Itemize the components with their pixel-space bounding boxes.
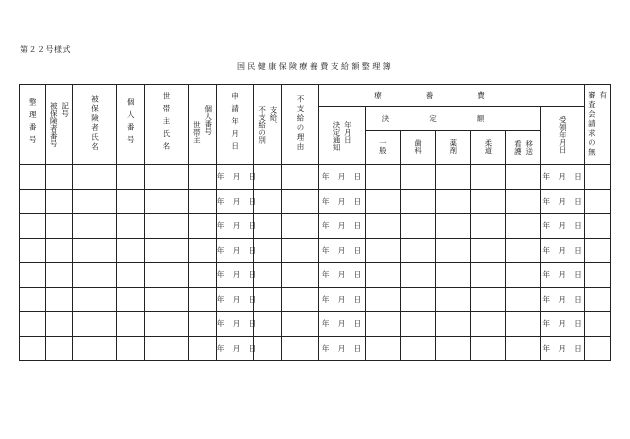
entry-cell[interactable] [506, 238, 541, 263]
entry-cell[interactable] [20, 165, 46, 190]
date-cell[interactable] [541, 287, 584, 312]
header-iso-kango: 移送 看護 [506, 131, 541, 165]
entry-cell[interactable] [20, 214, 46, 239]
entry-cell[interactable] [282, 336, 319, 361]
entry-cell[interactable] [188, 312, 216, 337]
entry-cell[interactable] [46, 336, 73, 361]
entry-cell[interactable] [471, 165, 506, 190]
entry-cell[interactable] [506, 214, 541, 239]
header-hihokensha-shimei: 被保険者氏名 [73, 85, 117, 165]
header-shika: 歯科 [400, 131, 435, 165]
table-row [20, 287, 611, 312]
date-cell[interactable] [541, 189, 584, 214]
table-row [20, 189, 611, 214]
entry-cell[interactable] [471, 287, 506, 312]
date-placeholder: 年 月 日 [321, 172, 363, 182]
date-cell[interactable] [541, 238, 584, 263]
entry-cell[interactable] [188, 214, 216, 239]
entry-cell[interactable] [282, 238, 319, 263]
entry-cell[interactable] [506, 165, 541, 190]
date-cell[interactable] [216, 189, 258, 214]
date-cell[interactable] [216, 336, 258, 361]
header-row-1 [20, 85, 611, 107]
table-row [20, 165, 611, 190]
table-row [20, 336, 611, 361]
entry-cell[interactable] [471, 263, 506, 288]
date-placeholder: 年 月 日 [321, 270, 363, 280]
entry-cell[interactable] [144, 214, 188, 239]
entry-cell[interactable] [117, 189, 144, 214]
entry-cell[interactable] [46, 165, 73, 190]
entry-cell[interactable] [254, 336, 282, 361]
header-judo: 柔道 [471, 131, 506, 165]
entry-cell[interactable] [188, 238, 216, 263]
header-kigo-bango: 記号 被保険者番号 [46, 85, 73, 165]
entry-cell[interactable] [254, 189, 282, 214]
entry-cell[interactable] [46, 312, 73, 337]
entry-cell[interactable] [188, 189, 216, 214]
entry-cell[interactable] [471, 312, 506, 337]
table-row [20, 312, 611, 337]
date-placeholder: 年 月 日 [216, 270, 258, 280]
date-cell[interactable] [319, 214, 365, 239]
entry-cell[interactable] [365, 263, 400, 288]
entry-cell[interactable] [73, 214, 117, 239]
header-shinsei-nengappi: 申請年月日 [216, 85, 253, 165]
entry-cell[interactable] [365, 336, 400, 361]
header-kettei-gaku: 決定額 [365, 107, 541, 131]
date-cell[interactable] [541, 214, 584, 239]
date-placeholder: 年 月 日 [321, 245, 363, 255]
date-placeholder: 年 月 日 [216, 294, 258, 304]
entry-cell[interactable] [117, 312, 144, 337]
date-cell[interactable] [541, 312, 584, 337]
date-placeholder: 年 月 日 [216, 221, 258, 231]
entry-cell[interactable] [282, 214, 319, 239]
date-placeholder: 年 月 日 [321, 319, 363, 329]
entry-cell[interactable] [435, 263, 470, 288]
date-placeholder: 年 月 日 [216, 196, 258, 206]
date-cell[interactable] [541, 165, 584, 190]
date-cell[interactable] [216, 312, 258, 337]
entry-cell[interactable] [20, 189, 46, 214]
ledger-table [19, 84, 611, 361]
entry-cell[interactable] [73, 312, 117, 337]
entry-cell[interactable] [254, 287, 282, 312]
entry-cell[interactable] [73, 165, 117, 190]
date-placeholder: 年 月 日 [216, 172, 258, 182]
date-placeholder: 年 月 日 [216, 319, 258, 329]
header-fushikyu-riyu: 不支給の理由 [282, 85, 319, 165]
entry-cell[interactable] [400, 287, 435, 312]
entry-cell[interactable] [144, 189, 188, 214]
entry-cell[interactable] [400, 189, 435, 214]
header-setainushi-kojin-bango: 個人番号 世帯主 [188, 85, 216, 165]
entry-cell[interactable] [435, 336, 470, 361]
entry-cell[interactable] [365, 214, 400, 239]
entry-cell[interactable] [20, 312, 46, 337]
entry-cell[interactable] [584, 238, 610, 263]
entry-cell[interactable] [117, 287, 144, 312]
entry-cell[interactable] [117, 336, 144, 361]
entry-cell[interactable] [254, 238, 282, 263]
entry-cell[interactable] [365, 165, 400, 190]
entry-cell[interactable] [144, 336, 188, 361]
entry-cell[interactable] [584, 336, 610, 361]
entry-cell[interactable] [506, 312, 541, 337]
entry-cell[interactable] [144, 165, 188, 190]
date-cell[interactable] [319, 287, 365, 312]
date-placeholder: 年 月 日 [542, 270, 583, 280]
entry-cell[interactable] [254, 263, 282, 288]
date-placeholder: 年 月 日 [542, 221, 583, 231]
entry-cell[interactable] [584, 263, 610, 288]
date-cell[interactable] [319, 336, 365, 361]
entry-cell[interactable] [188, 336, 216, 361]
entry-cell[interactable] [365, 312, 400, 337]
entry-cell[interactable] [506, 287, 541, 312]
date-cell[interactable] [541, 263, 584, 288]
entry-cell[interactable] [46, 263, 73, 288]
entry-cell[interactable] [400, 214, 435, 239]
date-cell[interactable] [216, 238, 258, 263]
entry-cell[interactable] [282, 287, 319, 312]
header-kojin-bango: 個人番号 [117, 85, 144, 165]
table-row [20, 214, 611, 239]
table-row [20, 263, 611, 288]
entry-cell[interactable] [435, 189, 470, 214]
entry-cell[interactable] [46, 287, 73, 312]
entry-cell[interactable] [254, 214, 282, 239]
entry-cell[interactable] [73, 263, 117, 288]
entry-cell[interactable] [471, 336, 506, 361]
entry-cell[interactable] [365, 238, 400, 263]
entry-cell[interactable] [282, 189, 319, 214]
entry-cell[interactable] [435, 312, 470, 337]
entry-cell[interactable] [282, 312, 319, 337]
date-placeholder: 年 月 日 [321, 221, 363, 231]
date-placeholder: 年 月 日 [542, 294, 583, 304]
entry-cell[interactable] [144, 287, 188, 312]
entry-cell[interactable] [117, 165, 144, 190]
date-placeholder: 年 月 日 [321, 343, 363, 353]
entry-cell[interactable] [584, 312, 610, 337]
date-placeholder: 年 月 日 [216, 245, 258, 255]
date-cell[interactable] [216, 287, 258, 312]
entry-cell[interactable] [20, 336, 46, 361]
entry-cell[interactable] [400, 336, 435, 361]
entry-cell[interactable] [117, 263, 144, 288]
entry-cell[interactable] [584, 287, 610, 312]
date-cell[interactable] [319, 263, 365, 288]
header-ryoyohi: 療養費 [319, 85, 584, 107]
entry-cell[interactable] [282, 263, 319, 288]
header-yakuzai: 薬剤 [435, 131, 470, 165]
date-cell[interactable] [216, 263, 258, 288]
entry-cell[interactable] [400, 312, 435, 337]
date-cell[interactable] [319, 312, 365, 337]
date-cell[interactable] [216, 165, 258, 190]
entry-cell[interactable] [188, 287, 216, 312]
date-placeholder: 年 月 日 [542, 245, 583, 255]
entry-cell[interactable] [20, 238, 46, 263]
entry-cell[interactable] [144, 263, 188, 288]
entry-cell[interactable] [254, 165, 282, 190]
entry-cell[interactable] [506, 263, 541, 288]
header-ippan: 一般 [365, 131, 400, 165]
entry-cell[interactable] [73, 336, 117, 361]
entry-cell[interactable] [254, 312, 282, 337]
form-number: 第２２号様式 [20, 45, 71, 54]
entry-cell[interactable] [584, 189, 610, 214]
entry-cell[interactable] [365, 189, 400, 214]
entry-cell[interactable] [506, 189, 541, 214]
entry-cell[interactable] [20, 287, 46, 312]
entry-cell[interactable] [117, 238, 144, 263]
entry-cell[interactable] [20, 263, 46, 288]
entry-cell[interactable] [144, 312, 188, 337]
date-placeholder: 年 月 日 [321, 294, 363, 304]
date-placeholder: 年 月 日 [542, 196, 583, 206]
entry-cell[interactable] [117, 214, 144, 239]
entry-cell[interactable] [471, 238, 506, 263]
date-cell[interactable] [319, 165, 365, 190]
date-cell[interactable] [216, 214, 258, 239]
entry-cell[interactable] [46, 214, 73, 239]
date-placeholder: 年 月 日 [542, 319, 583, 329]
header-seiri-bango: 整理番号 [20, 85, 46, 165]
date-placeholder: 年 月 日 [321, 196, 363, 206]
date-placeholder: 年 月 日 [542, 343, 583, 353]
entry-cell[interactable] [46, 189, 73, 214]
date-placeholder: 年 月 日 [542, 172, 583, 182]
entry-cell[interactable] [584, 214, 610, 239]
entry-cell[interactable] [365, 287, 400, 312]
header-kettei-tsuchi: 年月日 決定通知 [319, 107, 365, 165]
date-cell[interactable] [541, 336, 584, 361]
entry-cell[interactable] [400, 238, 435, 263]
entry-cell[interactable] [73, 238, 117, 263]
entry-cell[interactable] [584, 165, 610, 190]
date-placeholder: 年 月 日 [216, 343, 258, 353]
entry-cell[interactable] [144, 238, 188, 263]
entry-cell[interactable] [435, 287, 470, 312]
entry-cell[interactable] [282, 165, 319, 190]
entry-cell[interactable] [471, 189, 506, 214]
date-cell[interactable] [319, 189, 365, 214]
page-title: 国民健康保険療養費支給額整理簿 [237, 62, 393, 71]
entry-cell[interactable] [435, 238, 470, 263]
entry-cell[interactable] [400, 165, 435, 190]
header-juryo-nengappi: 受領年月日 [541, 107, 584, 165]
entry-cell[interactable] [471, 214, 506, 239]
header-shinsakai: 有 審査会請求の無 [584, 85, 610, 165]
entry-cell[interactable] [400, 263, 435, 288]
date-cell[interactable] [319, 238, 365, 263]
header-setainushi-shimei: 世帯主氏名 [144, 85, 188, 165]
entry-cell[interactable] [73, 189, 117, 214]
entry-cell[interactable] [46, 238, 73, 263]
entry-cell[interactable] [188, 263, 216, 288]
entry-cell[interactable] [188, 165, 216, 190]
entry-cell[interactable] [435, 214, 470, 239]
header-shikyu-fushikyu: 支給、 不支給の別 [254, 85, 282, 165]
entry-cell[interactable] [435, 165, 470, 190]
entry-cell[interactable] [73, 287, 117, 312]
table-row [20, 238, 611, 263]
entry-cell[interactable] [506, 336, 541, 361]
